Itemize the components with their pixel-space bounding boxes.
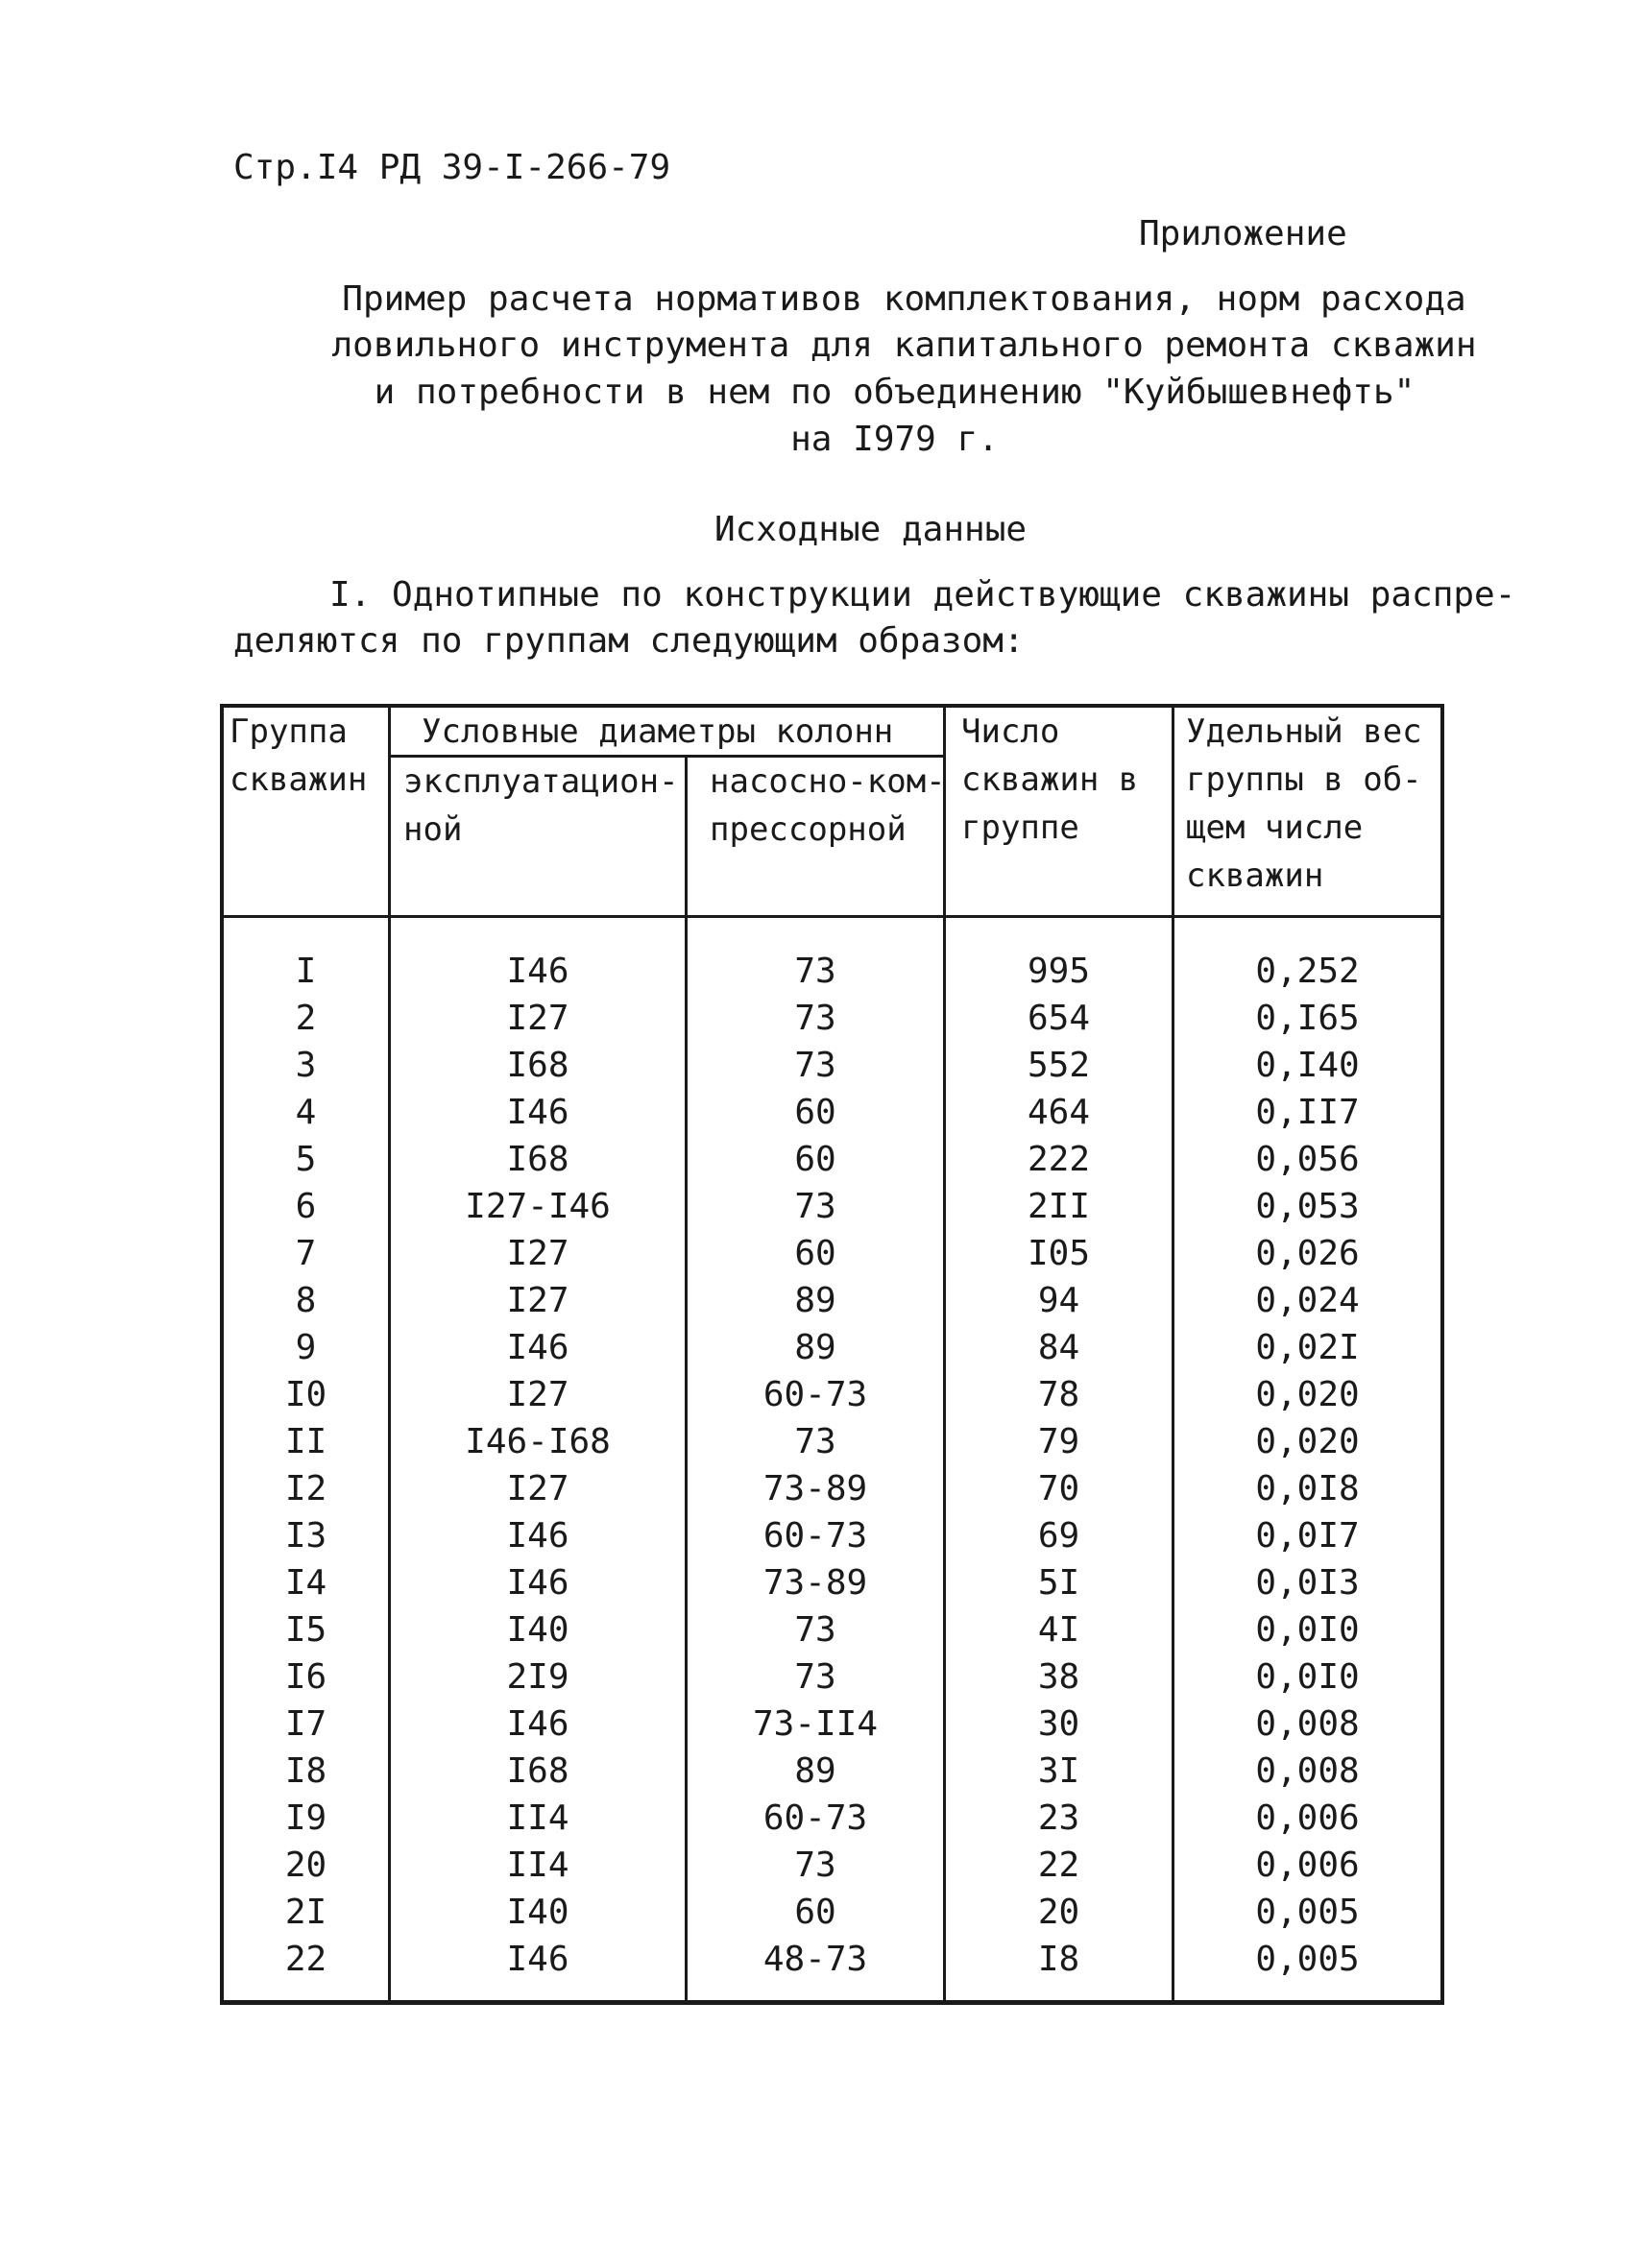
- cell-group: I9: [284, 1798, 327, 1838]
- cell-group: I0: [284, 1375, 327, 1414]
- cell-exploitation-diameter: I27: [506, 1234, 569, 1273]
- header-group: [230, 708, 367, 804]
- table-row: [224, 1089, 1440, 1136]
- cell-group: I: [295, 952, 317, 991]
- header-pump-line: прессорной: [710, 810, 907, 849]
- cell-exploitation-diameter: I27: [506, 1469, 569, 1508]
- cell-exploitation-diameter: I46: [506, 1093, 569, 1132]
- table-border-right: [1440, 704, 1444, 2005]
- cell-specific-weight: 0,I65: [1255, 999, 1360, 1038]
- table-row: [224, 1418, 1440, 1465]
- cell-specific-weight: 0,02I: [1255, 1328, 1360, 1367]
- table-row: [224, 1653, 1440, 1701]
- cell-exploitation-diameter: I68: [506, 1751, 569, 1791]
- table-row: [224, 1512, 1440, 1559]
- cell-well-count: 78: [1037, 1375, 1080, 1414]
- cell-well-count: 222: [1027, 1140, 1091, 1179]
- cell-specific-weight: 0,II7: [1255, 1093, 1360, 1132]
- cell-exploitation-diameter: I46: [506, 1516, 569, 1556]
- cell-pump-diameter: 73-II4: [752, 1704, 879, 1744]
- cell-specific-weight: 0,005: [1255, 1940, 1360, 1979]
- cell-well-count: 464: [1027, 1093, 1091, 1132]
- cell-pump-diameter: 73: [794, 1422, 836, 1461]
- cell-group: II: [284, 1422, 327, 1461]
- cell-group: I8: [284, 1751, 327, 1791]
- section-title: Исходные данные: [714, 510, 1028, 549]
- cell-well-count: 30: [1037, 1704, 1080, 1744]
- cell-specific-weight: 0,0I7: [1255, 1516, 1360, 1556]
- cell-well-count: I8: [1037, 1940, 1080, 1979]
- document-title-line-4: на I979 г.: [790, 420, 999, 459]
- cell-well-count: I05: [1027, 1234, 1091, 1273]
- cell-exploitation-diameter: I68: [506, 1140, 569, 1179]
- cell-group: 20: [284, 1846, 327, 1885]
- cell-group: I3: [284, 1516, 327, 1556]
- header-count-line: скважин в: [961, 760, 1139, 799]
- table-border-bottom: [220, 2000, 1444, 2005]
- cell-group: 2: [295, 999, 317, 1038]
- cell-group: I6: [284, 1657, 327, 1697]
- cell-specific-weight: 0,0I3: [1255, 1563, 1360, 1603]
- header-pump-compressor: [710, 758, 946, 854]
- cell-pump-diameter: 73: [794, 999, 836, 1038]
- table-row: [224, 948, 1440, 995]
- cell-specific-weight: 0,006: [1255, 1846, 1360, 1885]
- cell-well-count: 84: [1037, 1328, 1080, 1367]
- cell-well-count: 20: [1037, 1893, 1080, 1932]
- cell-specific-weight: 0,024: [1255, 1281, 1360, 1320]
- cell-group: I5: [284, 1610, 327, 1650]
- header-exploitation-line: ной: [403, 810, 463, 849]
- cell-pump-diameter: 60: [794, 1093, 836, 1132]
- cell-well-count: 552: [1027, 1046, 1091, 1085]
- cell-well-count: 70: [1037, 1469, 1080, 1508]
- table-row: [224, 1889, 1440, 1936]
- header-weight-line: Удельный вес: [1186, 712, 1422, 751]
- cell-group: 9: [295, 1328, 317, 1367]
- cell-pump-diameter: 73-89: [762, 1469, 868, 1508]
- header-group-line: Группа: [230, 712, 348, 751]
- cell-well-count: 995: [1027, 952, 1091, 991]
- cell-group: 2I: [284, 1893, 327, 1932]
- document-title-line-2: ловильного инструмента для капитального ремонта скважин: [331, 326, 1477, 365]
- cell-group: 5: [295, 1140, 317, 1179]
- table-row: [224, 1559, 1440, 1606]
- cell-well-count: 94: [1037, 1281, 1080, 1320]
- cell-well-count: 2II: [1027, 1187, 1091, 1226]
- cell-exploitation-diameter: 2I9: [506, 1657, 569, 1697]
- header-count-line: Число: [961, 712, 1060, 751]
- cell-specific-weight: 0,020: [1255, 1422, 1360, 1461]
- cell-exploitation-diameter: I27: [506, 999, 569, 1038]
- cell-exploitation-diameter: I27: [506, 1375, 569, 1414]
- cell-specific-weight: 0,008: [1255, 1751, 1360, 1791]
- appendix-label: Приложение: [1139, 214, 1347, 253]
- header-exploitation-line: эксплуатацион-: [403, 762, 679, 801]
- cell-exploitation-diameter: I68: [506, 1046, 569, 1085]
- cell-pump-diameter: 60: [794, 1140, 836, 1179]
- cell-group: 22: [284, 1940, 327, 1979]
- cell-exploitation-diameter: I27: [506, 1281, 569, 1320]
- cell-exploitation-diameter: I27-I46: [465, 1187, 611, 1226]
- cell-well-count: 4I: [1037, 1610, 1080, 1650]
- cell-well-count: 38: [1037, 1657, 1080, 1697]
- cell-pump-diameter: 73: [794, 1610, 836, 1650]
- table-header-rule: [220, 915, 1444, 918]
- cell-specific-weight: 0,0I0: [1255, 1657, 1360, 1697]
- cell-pump-diameter: 48-73: [762, 1940, 868, 1979]
- header-diameters: Условные диаметры колонн: [422, 712, 894, 751]
- cell-pump-diameter: 60-73: [762, 1375, 868, 1414]
- cell-pump-diameter: 73: [794, 1846, 836, 1885]
- cell-pump-diameter: 89: [794, 1281, 836, 1320]
- cell-well-count: 79: [1037, 1422, 1080, 1461]
- cell-group: 3: [295, 1046, 317, 1085]
- header-weight-line: группы в об-: [1186, 760, 1422, 799]
- cell-specific-weight: 0,026: [1255, 1234, 1360, 1273]
- header-pump-line: насосно-ком-: [710, 762, 946, 801]
- table-row: [224, 1371, 1440, 1418]
- cell-specific-weight: 0,I40: [1255, 1046, 1360, 1085]
- table-row: [224, 1606, 1440, 1653]
- table-row: [224, 1842, 1440, 1889]
- header-weight-line: щем числе: [1186, 808, 1364, 847]
- cell-specific-weight: 0,252: [1255, 952, 1360, 991]
- table-row: [224, 1795, 1440, 1842]
- header-group-line: скважин: [230, 760, 368, 799]
- cell-exploitation-diameter: I40: [506, 1893, 569, 1932]
- cell-exploitation-diameter: I46: [506, 1704, 569, 1744]
- cell-pump-diameter: 60: [794, 1893, 836, 1932]
- paragraph-line-1: I. Однотипные по конструкции действующие скважины распре-: [329, 575, 1516, 615]
- cell-pump-diameter: 73: [794, 1046, 836, 1085]
- cell-pump-diameter: 73: [794, 952, 836, 991]
- table-row: [224, 1136, 1440, 1183]
- cell-specific-weight: 0,056: [1255, 1140, 1360, 1179]
- cell-exploitation-diameter: I46: [506, 1940, 569, 1979]
- table-row: [224, 1042, 1440, 1089]
- cell-group: 8: [295, 1281, 317, 1320]
- cell-well-count: 22: [1037, 1846, 1080, 1885]
- table-row: [224, 1465, 1440, 1512]
- cell-specific-weight: 0,008: [1255, 1704, 1360, 1744]
- cell-exploitation-diameter: I40: [506, 1610, 569, 1650]
- cell-group: 6: [295, 1187, 317, 1226]
- cell-exploitation-diameter: I46: [506, 1563, 569, 1603]
- cell-exploitation-diameter: I46-I68: [465, 1422, 611, 1461]
- table-row: [224, 1277, 1440, 1324]
- cell-pump-diameter: 89: [794, 1328, 836, 1367]
- page-header: Стр.I4 РД 39-I-266-79: [233, 148, 671, 187]
- cell-pump-diameter: 73: [794, 1657, 836, 1697]
- cell-pump-diameter: 60: [794, 1234, 836, 1273]
- cell-well-count: 654: [1027, 999, 1091, 1038]
- table-row: [224, 995, 1440, 1042]
- table-row: [224, 1701, 1440, 1748]
- cell-exploitation-diameter: I46: [506, 952, 569, 991]
- cell-exploitation-diameter: II4: [506, 1798, 569, 1838]
- table-row: [224, 1936, 1440, 1983]
- cell-specific-weight: 0,005: [1255, 1893, 1360, 1932]
- cell-group: I2: [284, 1469, 327, 1508]
- cell-pump-diameter: 89: [794, 1751, 836, 1791]
- paragraph-line-2: деляются по группам следующим образом:: [233, 621, 1025, 661]
- cell-specific-weight: 0,006: [1255, 1798, 1360, 1838]
- cell-pump-diameter: 73-89: [762, 1563, 868, 1603]
- cell-pump-diameter: 73: [794, 1187, 836, 1226]
- cell-exploitation-diameter: II4: [506, 1846, 569, 1885]
- document-title-line-1: Пример расчета нормативов комплектования, норм расхода: [342, 279, 1466, 319]
- table-row: [224, 1324, 1440, 1371]
- cell-well-count: 23: [1037, 1798, 1080, 1838]
- cell-group: 4: [295, 1093, 317, 1132]
- cell-pump-diameter: 60-73: [762, 1516, 868, 1556]
- cell-specific-weight: 0,020: [1255, 1375, 1360, 1414]
- cell-group: 7: [295, 1234, 317, 1273]
- cell-well-count: 5I: [1037, 1563, 1080, 1603]
- table-row: [224, 1183, 1440, 1230]
- cell-pump-diameter: 60-73: [762, 1798, 868, 1838]
- header-count-line: группе: [961, 808, 1079, 847]
- header-well-count: [961, 708, 1138, 852]
- cell-well-count: 69: [1037, 1516, 1080, 1556]
- cell-specific-weight: 0,0I8: [1255, 1469, 1360, 1508]
- cell-specific-weight: 0,053: [1255, 1187, 1360, 1226]
- table-row: [224, 1230, 1440, 1277]
- cell-group: I7: [284, 1704, 327, 1744]
- header-exploitation: [403, 758, 679, 854]
- cell-specific-weight: 0,0I0: [1255, 1610, 1360, 1650]
- cell-well-count: 3I: [1037, 1751, 1080, 1791]
- document-title-line-3: и потребности в нем по объединению "Куйбышевнефть": [374, 373, 1415, 412]
- cell-exploitation-diameter: I46: [506, 1328, 569, 1367]
- table-row: [224, 1748, 1440, 1795]
- header-specific-weight: [1186, 708, 1422, 900]
- cell-group: I4: [284, 1563, 327, 1603]
- header-weight-line: скважин: [1186, 857, 1324, 895]
